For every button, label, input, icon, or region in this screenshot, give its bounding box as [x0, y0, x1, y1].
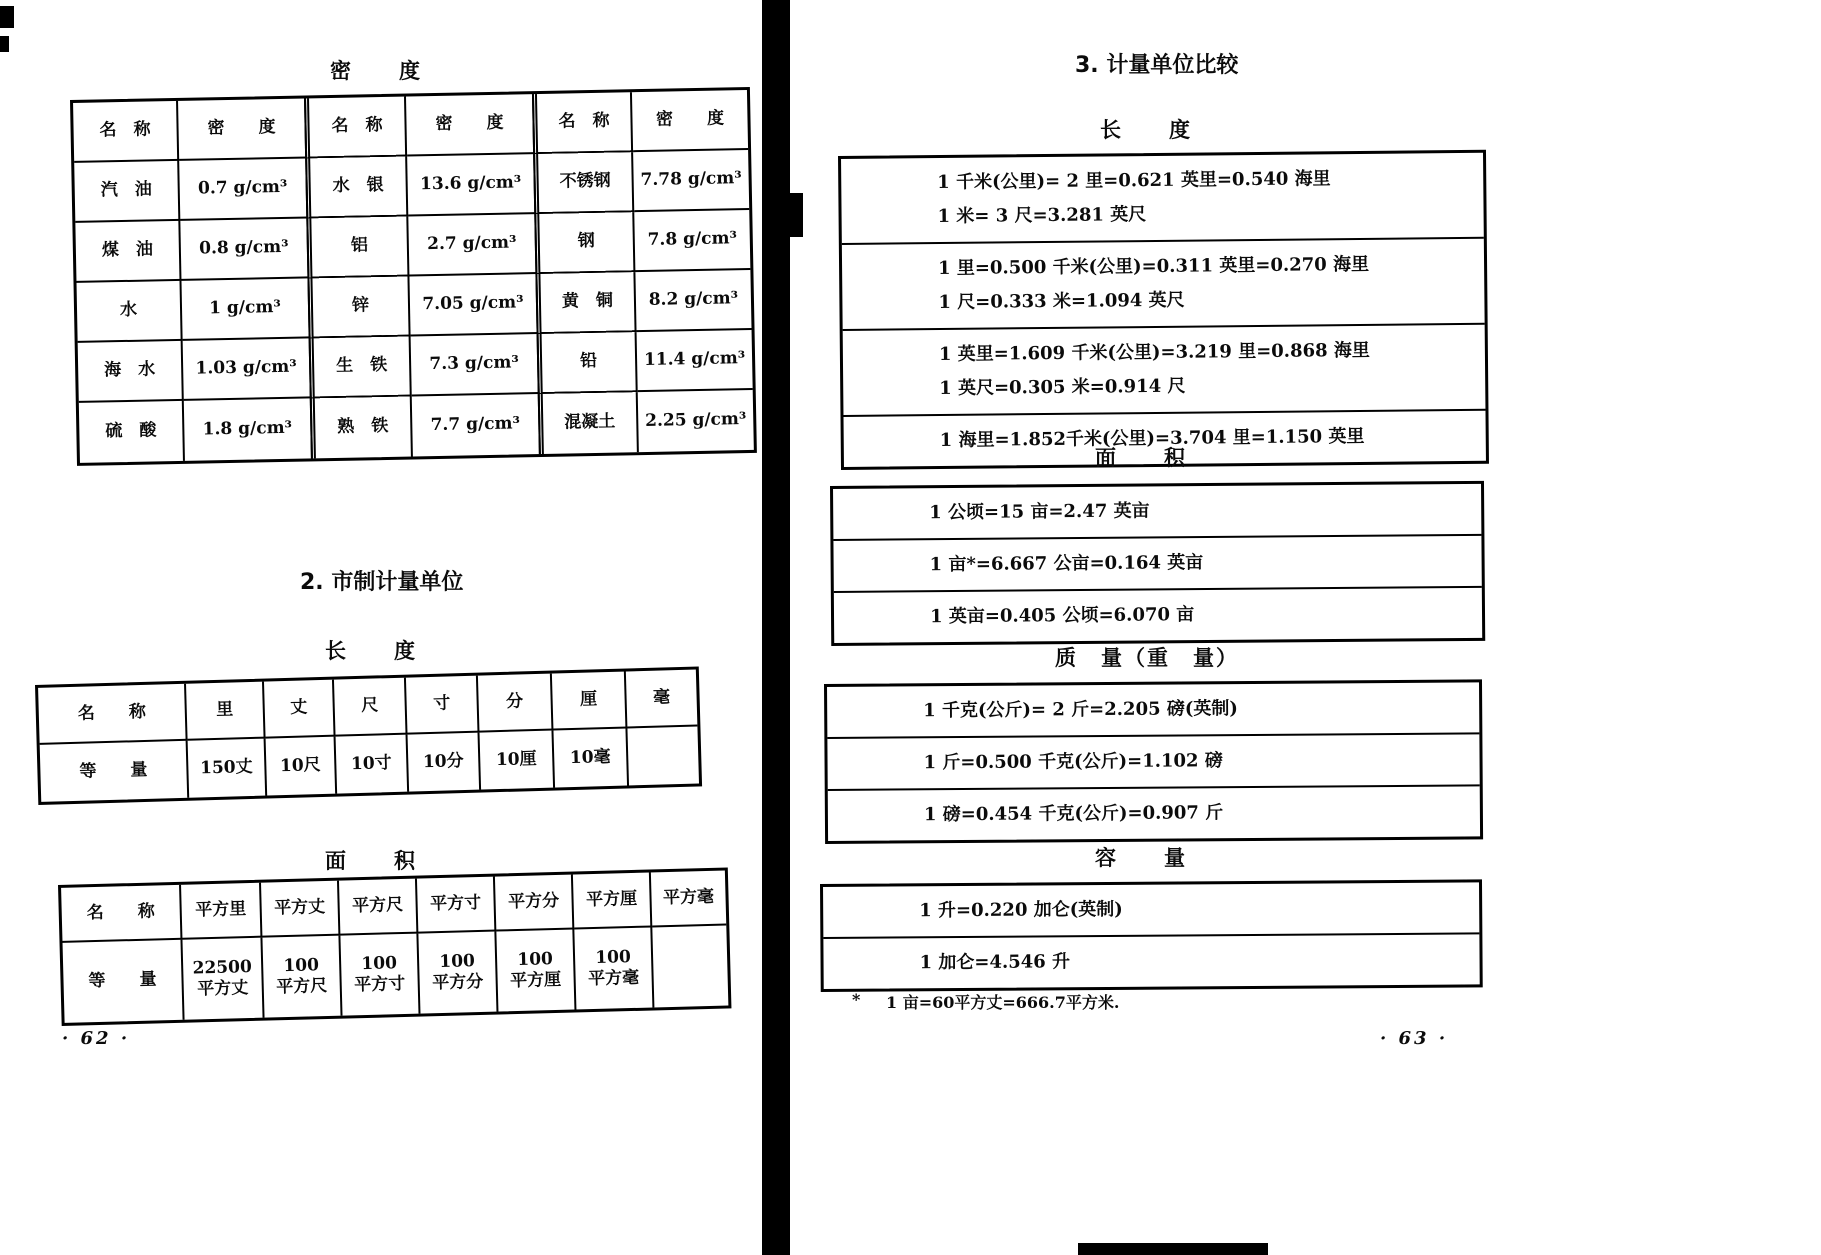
length-value-cell: 10厘 — [480, 731, 556, 790]
area-header-cell: 平方分 — [495, 875, 574, 932]
area-value-cell: 100 平方尺 — [262, 936, 342, 1018]
conversion-line: 1 磅=0.454 千克(公斤)=0.907 斤 — [923, 802, 1224, 826]
density-header-cell: 密 度 — [406, 94, 535, 156]
cmp-mass-row — [827, 732, 1479, 789]
cmp-area-box — [830, 481, 1485, 646]
cmp-length-title: 长 度 — [1100, 118, 1192, 142]
page-number-right: · 63 · — [1380, 1028, 1449, 1049]
area-header-cell: 平方毫 — [651, 871, 726, 928]
area-header-cell: 平方寸 — [417, 877, 496, 934]
conversion-line: 1 尺=0.333 米=1.094 英尺 — [938, 289, 1185, 314]
cmp-length-group — [841, 153, 1484, 243]
density-value-cell: 7.78 g/cm³ — [633, 150, 749, 212]
density-value-cell: 1.8 g/cm³ — [184, 398, 313, 460]
cmp-length-group — [842, 237, 1485, 329]
scan-smudge-top-left-2 — [0, 36, 9, 52]
length-header-cell: 毫 — [626, 670, 698, 729]
density-value-cell: 2.7 g/cm³ — [408, 214, 537, 276]
length-header-cell: 分 — [478, 674, 554, 733]
section3-title: 3. 计量单位比较 — [1075, 53, 1239, 78]
density-value-cell: 0.7 g/cm³ — [179, 158, 308, 220]
cmp-area-title: 面 积 — [1095, 446, 1187, 470]
length-header-cell: 尺 — [334, 678, 408, 737]
cmp-volume-row — [823, 882, 1479, 937]
length-header-cell: 里 — [186, 682, 266, 741]
density-table — [70, 87, 757, 466]
density-name-cell: 煤 油 — [75, 221, 181, 283]
density-value-cell: 0.8 g/cm³ — [180, 218, 309, 280]
cmp-length-group — [843, 323, 1486, 415]
scan-smudge-bottom — [1078, 1243, 1268, 1255]
density-name-cell: 汽 油 — [74, 161, 180, 223]
density-name-cell: 混凝土 — [538, 392, 639, 454]
density-name-cell: 钢 — [534, 212, 635, 274]
area-header-cell: 平方里 — [181, 883, 262, 940]
density-name-cell: 海 水 — [78, 341, 184, 403]
density-value-cell: 7.3 g/cm³ — [411, 334, 540, 396]
length-units-table — [35, 666, 702, 804]
cmp-mass-row — [827, 682, 1479, 737]
density-name-cell: 锌 — [307, 277, 410, 339]
area-units-table — [58, 867, 731, 1025]
density-value-cell: 8.2 g/cm³ — [635, 270, 751, 332]
spine-ink-mark — [790, 193, 803, 237]
area-header-cell: 平方尺 — [339, 879, 418, 936]
conversion-line: 1 英里=1.609 千米(公里)=3.219 里=0.868 海里 — [938, 339, 1370, 366]
length-value-cell: 10寸 — [336, 735, 410, 794]
area-value-cell: 100 平方毫 — [574, 927, 654, 1009]
area-value-cell: 等 量 — [63, 940, 185, 1023]
length-value-cell: 150丈 — [188, 739, 268, 798]
cmp-length-box — [838, 150, 1489, 470]
density-value-cell: 7.8 g/cm³ — [634, 210, 750, 272]
length-header-cell: 厘 — [552, 671, 628, 730]
area-value-cell: 100 平方厘 — [496, 929, 576, 1011]
density-name-cell: 铅 — [537, 332, 638, 394]
density-value-cell: 7.7 g/cm³ — [412, 394, 541, 456]
density-header-cell: 名 称 — [73, 101, 179, 163]
conversion-line: 1 千克(公斤)= 2 斤=2.205 磅(英制) — [923, 698, 1238, 722]
density-name-cell: 不锈钢 — [533, 152, 634, 214]
conversion-line: 1 亩*=6.667 公亩=0.164 英亩 — [929, 552, 1204, 576]
density-name-cell: 水 — [77, 281, 183, 343]
section2-title: 2. 市制计量单位 — [300, 570, 464, 595]
cmp-volume-row — [823, 932, 1479, 989]
conversion-line: 1 海里=1.852千米(公里)=3.704 里=1.150 英里 — [939, 425, 1365, 452]
cmp-mass-row — [828, 784, 1480, 841]
length-header-cell: 名 称 — [38, 684, 188, 745]
length-value-cell: 10毫 — [553, 728, 629, 787]
density-header-cell: 密 度 — [178, 98, 307, 160]
length-value-cell: 等 量 — [40, 741, 190, 802]
area-value-cell: 22500 平方丈 — [182, 938, 264, 1020]
area-header-cell: 名 称 — [61, 885, 182, 943]
conversion-line: 1 斤=0.500 千克(公斤)=1.102 磅 — [923, 750, 1223, 774]
density-header-cell: 名 称 — [532, 92, 633, 154]
area-header-cell: 平方厘 — [573, 872, 652, 929]
density-header-cell: 密 度 — [632, 90, 748, 152]
conversion-line: 1 英亩=0.405 公顷=6.070 亩 — [929, 604, 1195, 628]
length-header-cell: 寸 — [406, 676, 480, 735]
book-spine-shadow — [762, 0, 790, 1255]
area-value-cell — [652, 926, 728, 1008]
conversion-line: 1 千米(公里)= 2 里=0.621 英里=0.540 海里 — [937, 168, 1331, 194]
conversion-line: 1 米= 3 尺=3.281 英尺 — [937, 204, 1147, 228]
density-value-cell: 11.4 g/cm³ — [637, 330, 753, 392]
conversion-line: 1 升=0.220 加仑(英制) — [919, 898, 1123, 922]
cmp-mass-title: 质 量（重 量） — [1055, 646, 1239, 670]
density-name-cell: 生 铁 — [309, 337, 412, 399]
footnote-marker: * — [852, 990, 861, 1009]
page-number-left: · 62 · — [62, 1028, 131, 1049]
cmp-area-row — [834, 586, 1482, 643]
density-value-cell: 1.03 g/cm³ — [183, 338, 312, 400]
cmp-volume-title: 容 量 — [1095, 846, 1187, 870]
length-header-cell: 丈 — [264, 680, 336, 739]
length-value-cell — [627, 727, 699, 786]
density-name-cell: 水 银 — [305, 157, 408, 219]
cmp-area-row — [833, 534, 1481, 591]
cmp-area-row — [833, 484, 1481, 539]
density-title: 密 度 — [330, 59, 422, 83]
length-table-title: 长 度 — [325, 639, 417, 663]
area-table-title: 面 积 — [325, 849, 417, 873]
scan-smudge-top-left-1 — [0, 6, 14, 28]
length-value-cell: 10尺 — [266, 737, 338, 796]
density-name-cell: 硫 酸 — [79, 401, 185, 463]
area-value-cell: 100 平方寸 — [340, 934, 420, 1016]
conversion-line: 1 公顷=15 亩=2.47 英亩 — [929, 500, 1150, 524]
cmp-mass-box — [824, 679, 1483, 844]
density-value-cell: 7.05 g/cm³ — [409, 274, 538, 336]
area-value-cell: 100 平方分 — [418, 932, 498, 1014]
density-name-cell: 熟 铁 — [310, 396, 413, 458]
density-name-cell: 黄 铜 — [535, 272, 636, 334]
cmp-volume-box — [820, 879, 1483, 992]
area-header-cell: 平方丈 — [261, 881, 340, 938]
density-name-cell: 铝 — [306, 217, 409, 279]
conversion-line: 1 加仑=4.546 升 — [919, 951, 1071, 974]
density-value-cell: 2.25 g/cm³ — [644, 409, 747, 432]
footnote-text: 1 亩=60平方丈=666.7平方米. — [886, 993, 1120, 1012]
density-header-cell: 名 称 — [304, 97, 407, 159]
length-value-cell: 10分 — [408, 733, 482, 792]
density-value-cell: 1 g/cm³ — [181, 278, 310, 340]
density-value-cell: 13.6 g/cm³ — [407, 154, 536, 216]
conversion-line: 1 里=0.500 千米(公里)=0.311 英里=0.270 海里 — [937, 253, 1370, 280]
conversion-line: 1 英尺=0.305 米=0.914 尺 — [939, 375, 1186, 400]
